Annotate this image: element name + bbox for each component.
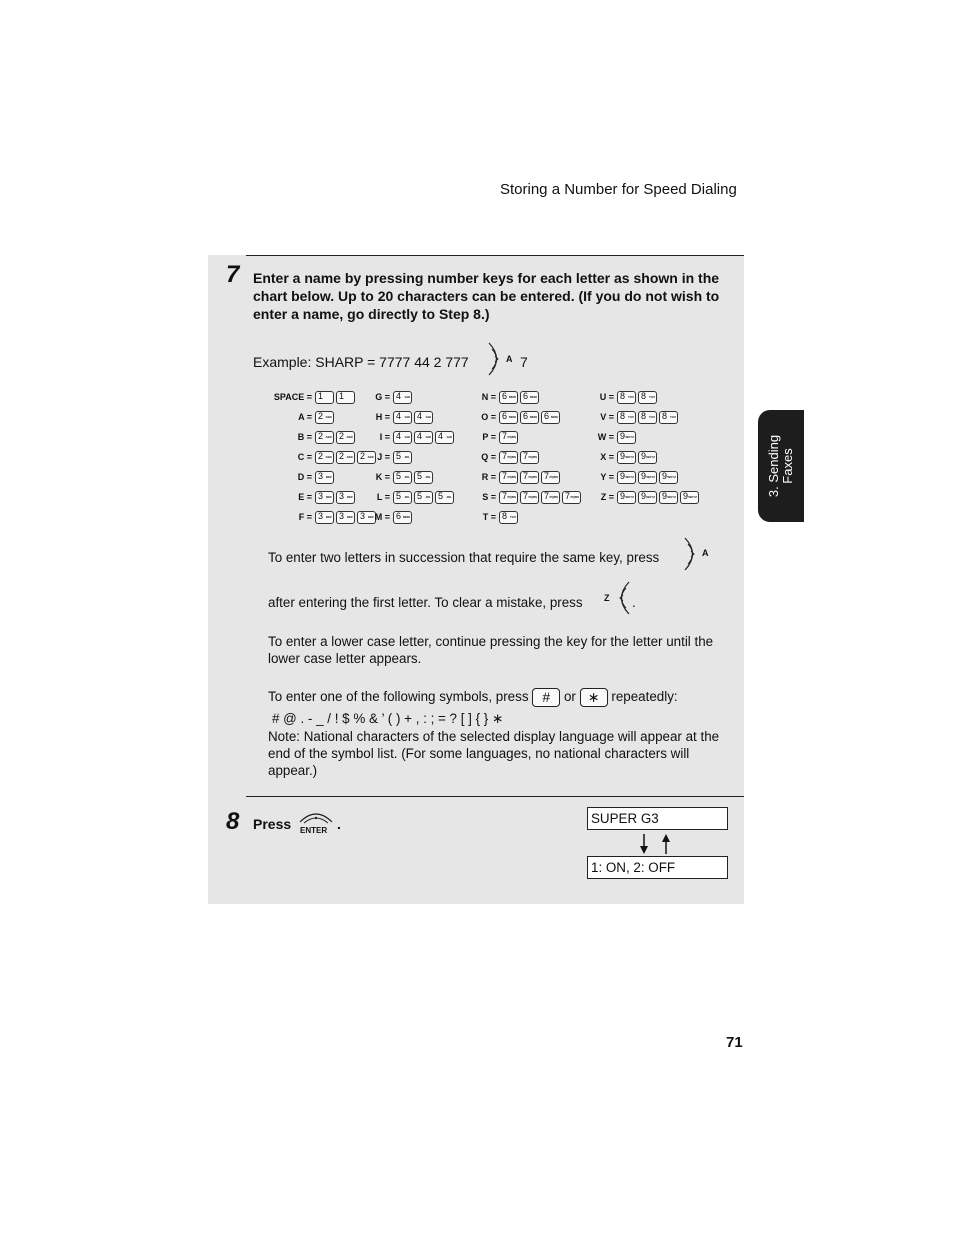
display-toggle-arrows-icon bbox=[636, 832, 676, 856]
number-key-icon: 5 JKL bbox=[414, 471, 433, 484]
number-key-icon: 8 TUV bbox=[617, 411, 636, 424]
key-chart-letter: N = bbox=[481, 392, 496, 402]
number-key-icon: 1 bbox=[315, 391, 334, 404]
key-chart-letter: Z = bbox=[600, 492, 614, 502]
key-chart-entry bbox=[592, 490, 701, 504]
left-arrow-key-letter: Z bbox=[604, 593, 610, 603]
number-key-icon: 9 WXYZ bbox=[617, 471, 636, 484]
right-arrow-key-letter: A bbox=[506, 354, 513, 364]
lower-case-note: To enter a lower case letter, continue pressing the key for the letter until the lower case letter appears. bbox=[268, 634, 714, 666]
number-key-icon: 7 PQRS bbox=[520, 471, 539, 484]
hash-key-icon: # bbox=[532, 688, 560, 707]
number-key-icon: 8 TUV bbox=[638, 391, 657, 404]
symbols-intro-line: To enter one of the following symbols, press # or ∗ repeatedly: bbox=[268, 689, 678, 705]
key-chart-entry bbox=[368, 510, 414, 524]
press-label: Press bbox=[253, 816, 292, 832]
key-chart-entry bbox=[474, 390, 541, 404]
number-key-icon: 9 WXYZ bbox=[659, 471, 678, 484]
key-chart-entry bbox=[474, 470, 562, 484]
key-chart-letter: J = bbox=[377, 452, 390, 462]
key-chart-letter: E = bbox=[298, 492, 312, 502]
key-chart-entry bbox=[592, 410, 680, 424]
key-chart-entry bbox=[268, 450, 378, 464]
same-key-note-2-end: . bbox=[632, 595, 636, 610]
step-7-number: 7 bbox=[226, 261, 240, 288]
number-key-icon: 9 WXYZ bbox=[680, 491, 699, 504]
key-chart-entry bbox=[368, 470, 435, 484]
number-key-icon: 8 TUV bbox=[659, 411, 678, 424]
step-8-number: 8 bbox=[226, 808, 240, 835]
key-chart-entry bbox=[268, 390, 357, 404]
number-key-icon: 6 MNO bbox=[499, 411, 518, 424]
national-characters-note: Note: National characters of the selected display language will appear at the end of the symbol list. (For some languages, no national characters will appear.) bbox=[268, 729, 720, 778]
key-chart-letter: G = bbox=[375, 392, 390, 402]
key-chart-letter: W = bbox=[597, 432, 614, 442]
press-end: . bbox=[337, 816, 341, 832]
number-key-icon: 5 JKL bbox=[414, 491, 433, 504]
key-chart-letter: C = bbox=[297, 452, 312, 462]
same-key-note-2: after entering the first letter. To clear a mistake, press bbox=[268, 595, 583, 610]
number-key-icon: 7 PQRS bbox=[520, 491, 539, 504]
number-key-icon: 8 TUV bbox=[617, 391, 636, 404]
key-chart-entry bbox=[474, 510, 520, 524]
number-key-icon: 7 PQRS bbox=[499, 431, 518, 444]
key-chart-entry bbox=[474, 430, 520, 444]
key-chart-entry bbox=[368, 450, 414, 464]
key-chart-letter: A = bbox=[298, 412, 312, 422]
key-chart-letter: Q = bbox=[481, 452, 496, 462]
number-key-icon: 3 DEF bbox=[315, 491, 334, 504]
key-chart-letter: F = bbox=[298, 512, 312, 522]
key-chart-letter: X = bbox=[600, 452, 614, 462]
key-chart-letter: I = bbox=[379, 432, 390, 442]
number-key-icon: 7 PQRS bbox=[499, 491, 518, 504]
number-key-icon: 3 DEF bbox=[315, 471, 334, 484]
number-key-icon: 9 WXYZ bbox=[617, 431, 636, 444]
key-chart-letter: R = bbox=[481, 472, 496, 482]
step-7-instruction: Enter a name by pressing number keys for each letter as shown in the chart below. Up to 20 characters can be entered. (If you do not wish to enter a name, go directly to Step 8.) bbox=[253, 270, 720, 322]
number-key-icon: 2 ABC bbox=[357, 451, 376, 464]
example-suffix: 7 bbox=[520, 354, 528, 370]
enter-key-icon bbox=[298, 810, 334, 826]
key-chart-entry bbox=[268, 430, 357, 444]
running-header: Storing a Number for Speed Dialing bbox=[500, 181, 737, 198]
chapter-tab bbox=[758, 410, 804, 522]
key-chart-entry bbox=[592, 450, 659, 464]
number-key-icon: 8 TUV bbox=[499, 511, 518, 524]
display-screen-bottom: 1: ON, 2: OFF bbox=[587, 856, 728, 879]
number-key-icon: 9 WXYZ bbox=[638, 471, 657, 484]
key-chart-entry bbox=[268, 490, 357, 504]
number-key-icon: 9 WXYZ bbox=[617, 451, 636, 464]
number-key-icon: 4 GHI bbox=[414, 411, 433, 424]
star-key-icon: ∗ bbox=[580, 688, 608, 707]
key-chart-entry bbox=[368, 410, 435, 424]
key-chart-entry bbox=[368, 390, 414, 404]
display-screen-top: SUPER G3 bbox=[587, 807, 728, 830]
right-arrow-key-letter: A bbox=[702, 548, 709, 558]
number-key-icon: 7 PQRS bbox=[541, 471, 560, 484]
number-key-icon: 3 DEF bbox=[336, 511, 355, 524]
key-chart-letter: O = bbox=[481, 412, 496, 422]
number-key-icon: 4 GHI bbox=[393, 411, 412, 424]
number-key-icon: 4 GHI bbox=[414, 431, 433, 444]
key-chart-entry bbox=[268, 410, 336, 424]
key-chart-entry bbox=[368, 430, 456, 444]
key-chart-entry bbox=[368, 490, 456, 504]
page-number: 71 bbox=[726, 1034, 743, 1051]
key-chart-letter: S = bbox=[482, 492, 496, 502]
number-key-icon: 9 WXYZ bbox=[638, 491, 657, 504]
key-chart-letter: H = bbox=[375, 412, 390, 422]
number-key-icon: 3 DEF bbox=[336, 491, 355, 504]
step7-top-rule bbox=[246, 255, 744, 256]
number-key-icon: 7 PQRS bbox=[499, 471, 518, 484]
number-key-icon: 5 JKL bbox=[393, 491, 412, 504]
step8-top-rule bbox=[246, 796, 744, 797]
number-key-icon: 1 bbox=[336, 391, 355, 404]
key-chart-letter: SPACE = bbox=[273, 392, 312, 402]
key-chart-letter: P = bbox=[482, 432, 496, 442]
number-key-icon: 6 MNO bbox=[520, 411, 539, 424]
number-key-icon: 2 ABC bbox=[336, 431, 355, 444]
key-chart-letter: U = bbox=[599, 392, 614, 402]
key-chart-entry bbox=[268, 470, 336, 484]
number-key-icon: 7 PQRS bbox=[541, 491, 560, 504]
key-chart-letter: K = bbox=[375, 472, 390, 482]
number-key-icon: 9 WXYZ bbox=[659, 491, 678, 504]
key-chart-entry bbox=[592, 430, 638, 444]
key-chart-letter: Y = bbox=[600, 472, 614, 482]
key-chart-letter: B = bbox=[297, 432, 312, 442]
number-key-icon: 4 GHI bbox=[393, 391, 412, 404]
number-key-icon: 2 ABC bbox=[315, 411, 334, 424]
number-key-icon: 4 GHI bbox=[435, 431, 454, 444]
same-key-note-1: To enter two letters in succession that require the same key, press bbox=[268, 550, 660, 565]
number-key-icon: 5 JKL bbox=[393, 451, 412, 464]
number-key-icon: 8 TUV bbox=[638, 411, 657, 424]
number-key-icon: 5 JKL bbox=[393, 471, 412, 484]
key-chart-letter: T = bbox=[482, 512, 496, 522]
number-key-icon: 6 MNO bbox=[541, 411, 560, 424]
key-chart-letter: D = bbox=[297, 472, 312, 482]
key-chart-letter: V = bbox=[600, 412, 614, 422]
key-chart-letter: L = bbox=[376, 492, 390, 502]
number-key-icon: 6 MNO bbox=[393, 511, 412, 524]
left-arrow-key-icon bbox=[612, 580, 632, 616]
key-chart-entry bbox=[474, 450, 541, 464]
number-key-icon: 6 MNO bbox=[499, 391, 518, 404]
number-key-icon: 2 ABC bbox=[315, 431, 334, 444]
number-key-icon: 3 DEF bbox=[315, 511, 334, 524]
number-key-icon: 6 MNO bbox=[520, 391, 539, 404]
number-key-icon: 9 WXYZ bbox=[617, 491, 636, 504]
key-chart-entry bbox=[592, 390, 659, 404]
symbols-list: # @ . - _ / ! $ % & ’ ( ) + , : ; = ? [ ] { } ∗ bbox=[272, 711, 504, 726]
key-chart-entry bbox=[474, 410, 562, 424]
number-key-icon: 4 GHI bbox=[393, 431, 412, 444]
number-key-icon: 7 PQRS bbox=[562, 491, 581, 504]
chapter-tab-label: 3. Sending Faxes bbox=[766, 434, 795, 498]
right-arrow-key-icon bbox=[486, 341, 506, 377]
key-chart-letter: M = bbox=[374, 512, 390, 522]
number-key-icon: 7 PQRS bbox=[520, 451, 539, 464]
number-key-icon: 2 ABC bbox=[336, 451, 355, 464]
key-chart-entry bbox=[474, 490, 583, 504]
enter-key-label: ENTER bbox=[300, 826, 328, 835]
number-key-icon: 3 DEF bbox=[357, 511, 376, 524]
key-chart-entry bbox=[268, 510, 378, 524]
number-key-icon: 9 WXYZ bbox=[638, 451, 657, 464]
key-chart-entry bbox=[592, 470, 680, 484]
example-text: Example: SHARP = 7777 44 2 777 bbox=[253, 354, 469, 370]
number-key-icon: 7 PQRS bbox=[499, 451, 518, 464]
number-key-icon: 2 ABC bbox=[315, 451, 334, 464]
number-key-icon: 5 JKL bbox=[435, 491, 454, 504]
right-arrow-key-icon bbox=[682, 536, 702, 572]
